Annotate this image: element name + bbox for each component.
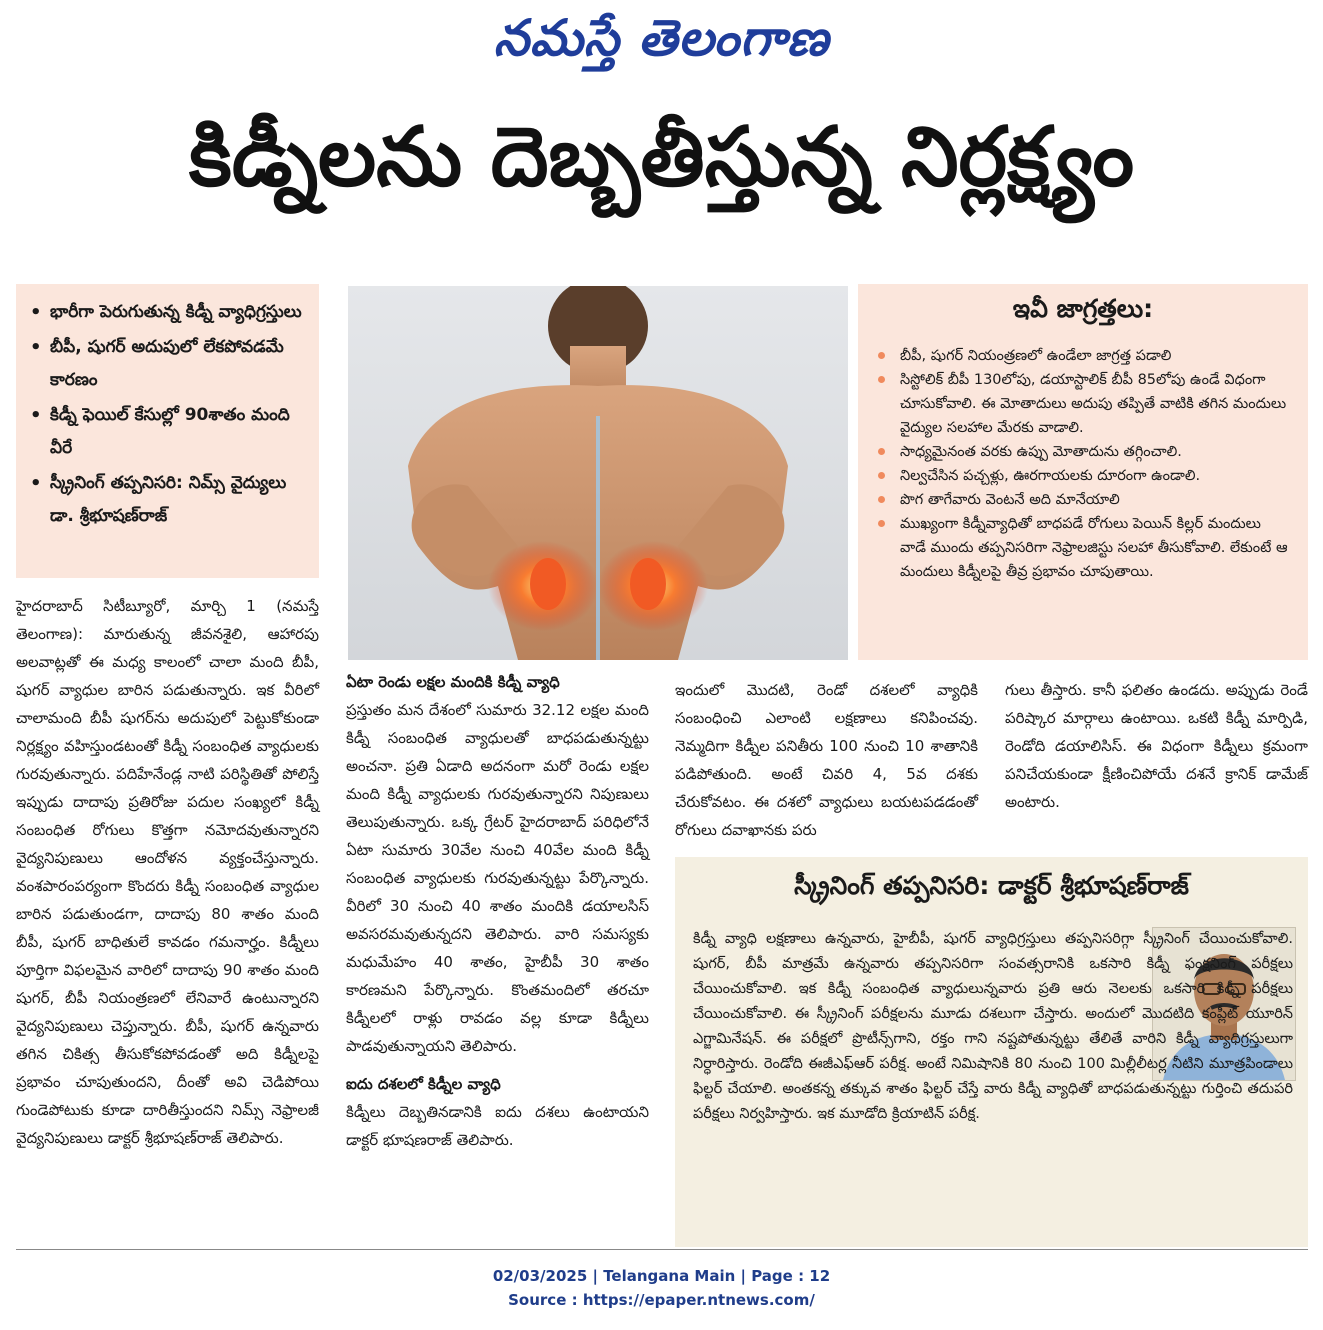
precautions-box (858, 284, 1308, 660)
precaution-item: పొగ తాగేవారు వెంటనే అది మానేయాలి (900, 488, 1290, 512)
precaution-item: సిస్టోలిక్ బీపీ 130లోపు, డయాస్టాలిక్ బీపీ 85లోపు ఉండే విధంగా చూసుకోవాలి. ఈ మోతాదులు అదుపు తప్పితే వాటికి తగిన మందులు వైద్యుల సలహాల మేరకు వాడాలి. (900, 368, 1290, 440)
doctor-quote-body: కిడ్నీ వ్యాధి లక్షణాలు ఉన్నవారు, హైబీపీ, షుగర్ వ్యాధిగ్రస్తులు తప్పనిసరిగ్గా స్క్రీనింగ్ చేయించుకోవాలి. షుగర్, బీపీ మాత్రమే ఉన్నవారు తప్పనిసరిగా సంవత్సరానికి ఒకసారి కిడ్నీ ఫంక్షనింగ్ పరీక్షలు చేయించుకోవాలి. ఇక కిడ్నీ సంబంధిత వ్యాధులున్నవారు ప్రతి ఆరు నెలలకు ఒకసారి కిడ్నీ పరీక్షలు చేయించుకోవాలి. ఈ స్క్రీనింగ్ పరీక్షలను మూడు దశలుగా చేస్తారు. అందులో మొదటిది కంప్లీట్ యూరిన్ ఎగ్జామినేషన్. ఈ పరీక్షలో ప్రొటీన్స్‌గాని, రక్తం గాని నష్టపోతున్నట్టు తేలితే వారిని కిడ్నీ వ్యాధిగ్రస్తులుగా నిర్ధారిస్తారు. రెండోది ఈజీఎఫ్‌ఆర్ పరీక్ష. అంటే నిమిషానికి 80 నుంచి 100 మిల్లీలీటర్ల నీటిని మూత్రపిండాలు ఫిల్టర్ చేయాలి. అంతకన్న తక్కువ శాతం ఫిల్టర్ చేస్తే వారు కిడ్నీ వ్యాధితో బాధపడుతున్నట్టు గుర్తించి తదుపరి పరీక్షలు నిర్వహిస్తారు. ఇక మూడోది క్రియాటిన్ పరీక్ష. (693, 931, 1293, 1122)
highlight-item: • కిడ్నీ ఫెయిల్ కేసుల్లో 90శాతం మంది వీరే (50, 399, 309, 465)
article-column-2 (346, 668, 649, 1154)
footer-divider (16, 1249, 1308, 1250)
precaution-item: సాధ్యమైనంత వరకు ఉప్పు మోతాదును తగ్గించాలి. (900, 440, 1290, 464)
doctor-quote-box (675, 857, 1308, 1247)
article-column-4 (1005, 676, 1308, 816)
precaution-item: బీపీ, షుగర్ నియంత్రణలో ఉండేలా జాగ్రత్త పడాలి (900, 344, 1290, 368)
article-column-1 (16, 592, 319, 1152)
precautions-list (858, 344, 1308, 584)
precautions-title: ఇవీ జాగ్రత్తలు: (1012, 294, 1154, 323)
highlight-item: • బీపీ, షుగర్ అదుపులో లేకపోవడమే కారణం (50, 331, 309, 397)
precaution-item: నిల్వచేసిన పచ్చళ్లు, ఊరగాయలకు దూరంగా ఉండాలి. (900, 464, 1290, 488)
doctor-box-title: స్క్రీనింగ్ తప్పనిసరి: డాక్టర్ శ్రీభూషణ్‌రాజ్ (794, 871, 1189, 900)
highlights-list (16, 296, 319, 533)
subheading-five-stages: ఐదు దశలలో కిడ్నీల వ్యాధి (346, 1075, 501, 1093)
highlight-item: • స్క్రీనింగ్ తప్పనిసరి: నిమ్స్ వైద్యులు డా. శ్రీభూషణ్‌రాజ్ (50, 467, 309, 533)
column-1-text: హైదరాబాద్ సిటీబ్యూరో, మార్చి 1 (నమస్తే తెలంగాణ): మారుతున్న జీవనశైలి, ఆహారపు అలవాట్లతో ఈ మధ్య కాలంలో చాలా మంది బీపీ, షుగర్ వ్యాధుల బారిన పడుతున్నారు. ఇక వీరిలో చాలామంది బీపీ షుగర్‌ను అదుపులో పెట్టుకోకుండా నిర్లక్ష్యం వహిస్తుండటంతో కిడ్నీ సంబంధిత వ్యాధులకు గురవుతున్నారు. పదిహేనేండ్ల నాటి పరిస్థితితో పోలిస్తే ఇప్పుడు దాదాపు ప్రతిరోజు పదుల సంఖ్యలో కిడ్నీ సంబంధిత రోగులు కొత్తగా నమోదవుతున్నారని వైద్యనిపుణులు ఆందోళన వ్యక్తంచేస్తున్నారు. వంశపారంపర్యంగా కొందరు కిడ్నీ సంబంధిత వ్యాధుల బారిన పడుతుండగా, దాదాపు 80 శాతం మంది బీపీ, షుగర్ బాధితులే కావడం గమనార్హం. కిడ్నీలు పూర్తిగా విఫలమైన వారిలో దాదాపు 90 శాతం మంది షుగర్, బీపీ నియంత్రణలో లేనివారే ఉంటున్నారని వైద్యనిపుణులు చెప్తున్నారు. బీపీ, షుగర్ ఉన్నవారు తగిన చికిత్స తీసుకోకపోవడంతో అది కిడ్నీలపై ప్రభావం చూపుతుందని, దీంతో అవి చెడిపోయి గుండెపోటుకు కూడా దారితీస్తుందని నిమ్స్ నెఫ్రాలజీ వైద్యనిపుణులు డాక్టర్ శ్రీభూషణ్‌రాజ్ తెలిపారు. (16, 597, 319, 1147)
column-4-text: గులు తీస్తారు. కానీ ఫలితం ఉండదు. అప్పుడు రెండే పరిష్కార మార్గాలు ఉంటాయి. ఒకటి కిడ్నీ మార్పిడి, రెండోది డయాలిసిస్. ఈ విధంగా కిడ్నీలు క్రమంగా పనిచేయకుండా క్షీణించిపోయే దశనే క్రానిక్ డామేజ్ అంటారు. (1005, 681, 1308, 811)
highlights-box (16, 284, 319, 578)
column-2-paragraph-1: ప్రస్తుతం మన దేశంలో సుమారు 32.12 లక్షల మంది కిడ్నీ సంబంధిత వ్యాధులతో బాధపడుతున్నట్టు అంచనా. ప్రతి ఏడాది అదనంగా మరో రెండు లక్షల మంది కిడ్నీ వ్యాధులకు గురవుతున్నారని నిపుణులు తెలుపుతున్నారు. ఒక్క గ్రేటర్ హైదరాబాద్ పరిధిలోనే ఏటా సుమారు 30వేల నుంచి 40వేల మంది కిడ్నీ సంబంధిత వ్యాధులకు గురవుతున్నట్టు పేర్కొన్నారు. వీరిలో 30 నుంచి 40 శాతం మందికి డయాలసిస్ అవసరమవుతున్నదని తెలిపారు. వారి సమస్యకు మధుమేహం 40 శాతం, హైబీపీ 30 శాతం కారణమని పేర్కొన్నారు. కొంతమందిలో తరచూ కిడ్నీలలో రాళ్లు రావడం వల్ల కూడా కిడ్నీలు పాడవుతున్నాయని తెలిపారు. (346, 701, 649, 1055)
column-2-paragraph-2: కిడ్నీలు దెబ్బతినడానికి ఐదు దశలు ఉంటాయని డాక్టర్ భూషణరాజ్ తెలిపారు. (346, 1103, 649, 1149)
article-column-3 (675, 676, 978, 844)
man-holding-back-illustration (348, 286, 848, 660)
newspaper-masthead: నమస్తే తెలంగాణ (493, 8, 830, 67)
subheading-two-lakh: ఏటా రెండు లక్షల మందికి కిడ్నీ వ్యాధి (346, 673, 560, 691)
doctor-quote-text (693, 927, 1293, 1127)
precaution-item: ముఖ్యంగా కిడ్నీవ్యాధితో బాధపడే రోగులు పెయిన్ కిల్లర్ మందులు వాడే ముందు తప్పనిసరిగా నెఫ్రాలజిస్టు సలహా తీసుకోవాలి. లేకుంటే ఆ మందులు కిడ్నీలపై తీవ్ర ప్రభావం చూపుతాయి. (900, 512, 1290, 584)
footer-date-page: 02/03/2025 | Telangana Main | Page : 12 (492, 1267, 831, 1285)
footer-source-link[interactable]: Source : https://epaper.ntnews.com/ (508, 1291, 815, 1309)
article-headline: కిడ్నీలను దెబ్బతీస్తున్న నిర్లక్ష్యం (188, 110, 1135, 205)
back-pain-photo (348, 286, 848, 660)
column-3-text: ఇందులో మొదటి, రెండో దశలలో వ్యాధికి సంబంధించి ఎలాంటి లక్షణాలు కనిపించవు. నెమ్మదిగా కిడ్నీల పనితీరు 100 నుంచి 10 శాతానికి పడిపోతుంది. అంటే చివరి 4, 5వ దశకు చేరుకోవటం. ఈ దశలో వ్యాధులు బయటపడడంతో రోగులు దవాఖానకు పరు (675, 681, 978, 839)
highlight-item: • భారీగా పెరుగుతున్న కిడ్నీ వ్యాధిగ్రస్తులు (50, 296, 309, 329)
